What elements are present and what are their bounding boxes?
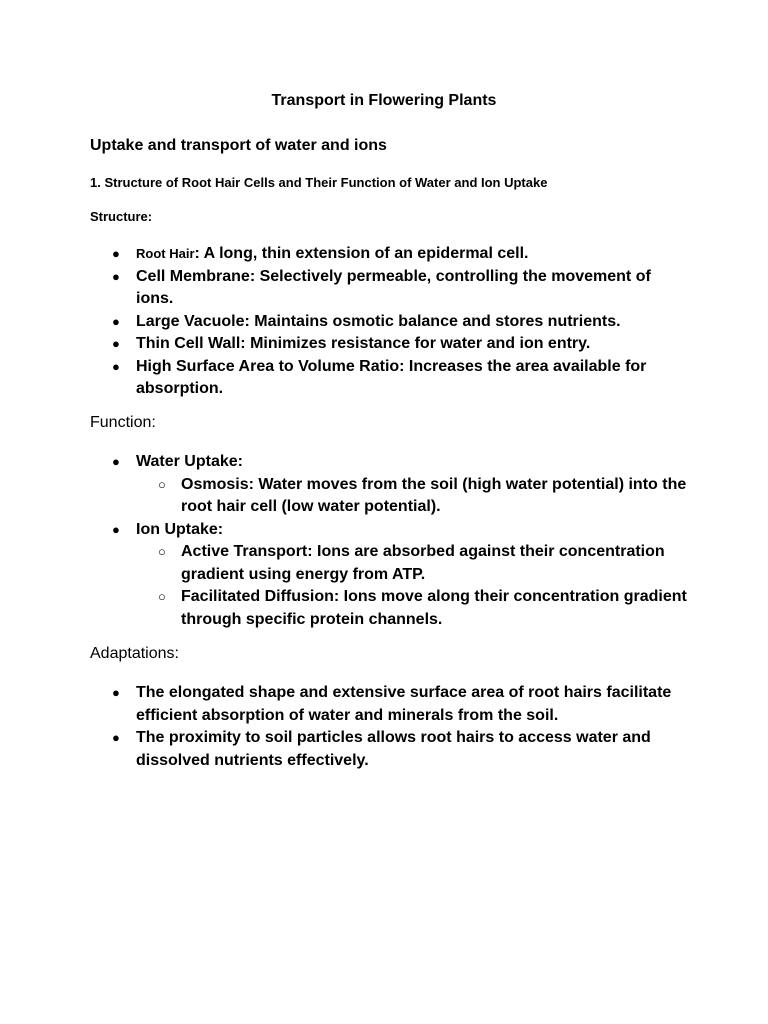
list-item-text: The proximity to soil particles allows root hairs to access water and dissolved nutrients effectively. [136, 729, 651, 769]
document-title: Transport in Flowering Plants [271, 92, 497, 109]
sub-list-item [136, 586, 690, 631]
bullet-icon: ● [112, 730, 120, 745]
list-item [90, 266, 690, 311]
sub-list-item [136, 541, 690, 586]
adaptations-label: Adaptations: [90, 645, 179, 662]
hollow-bullet-icon: ○ [158, 544, 166, 559]
list-item [90, 727, 690, 772]
list-item [90, 682, 690, 727]
bullet-icon: ● [112, 358, 120, 374]
list-item-text: Thin Cell Wall: Minimizes resistance for water and ion entry. [136, 335, 591, 352]
structure-label: Structure: [90, 209, 153, 224]
function-list [90, 451, 690, 631]
sub-list [136, 541, 690, 631]
list-item-text: Cell Membrane: Selectively permeable, controlling the movement of ions. [136, 267, 651, 307]
section-heading: Uptake and transport of water and ions [90, 137, 387, 154]
sub-list [136, 474, 690, 519]
list-item-text: The elongated shape and extensive surface area of root hairs facilitate efficient absorption of water and minerals from the soil. [136, 684, 672, 724]
adaptations-list [90, 682, 690, 772]
list-item [90, 356, 690, 401]
subsection-heading: 1. Structure of Root Hair Cells and Their Function of Water and Ion Uptake [90, 175, 548, 190]
root-hair-term: Root Hair [136, 246, 195, 261]
list-item [90, 451, 690, 519]
bullet-icon: ● [112, 313, 120, 329]
list-item-text: Water Uptake: [136, 453, 243, 470]
list-item [90, 519, 690, 632]
sub-list-item-text: Active Transport: Ions are absorbed against their concentration gradient using energy from ATP. [181, 543, 665, 583]
list-item [90, 333, 690, 356]
sub-list-item-text: Osmosis: Water moves from the soil (high water potential) into the root hair cell (low water potential). [181, 475, 687, 515]
hollow-bullet-icon: ○ [158, 589, 166, 604]
bullet-icon: ● [112, 521, 120, 537]
bullet-icon: ● [112, 685, 120, 700]
sub-list-item-text: Facilitated Diffusion: Ions move along their concentration gradient through specific protein channels. [181, 588, 687, 628]
list-item-text: Large Vacuole: Maintains osmotic balance and stores nutrients. [136, 312, 621, 330]
bullet-icon: ● [112, 268, 120, 284]
bullet-icon: ● [112, 336, 120, 351]
structure-list [90, 243, 690, 401]
list-item [90, 311, 690, 334]
function-label: Function: [90, 414, 156, 431]
hollow-bullet-icon: ○ [158, 476, 166, 492]
list-item [90, 243, 690, 266]
list-item-text: Ion Uptake: [136, 520, 224, 538]
bullet-icon: ● [112, 454, 120, 469]
list-item-text: : A long, thin extension of an epidermal cell. [194, 245, 529, 262]
bullet-icon: ● [112, 246, 120, 261]
list-item-text: High Surface Area to Volume Ratio: Increases the area available for absorption. [136, 357, 647, 397]
sub-list-item [136, 474, 690, 519]
